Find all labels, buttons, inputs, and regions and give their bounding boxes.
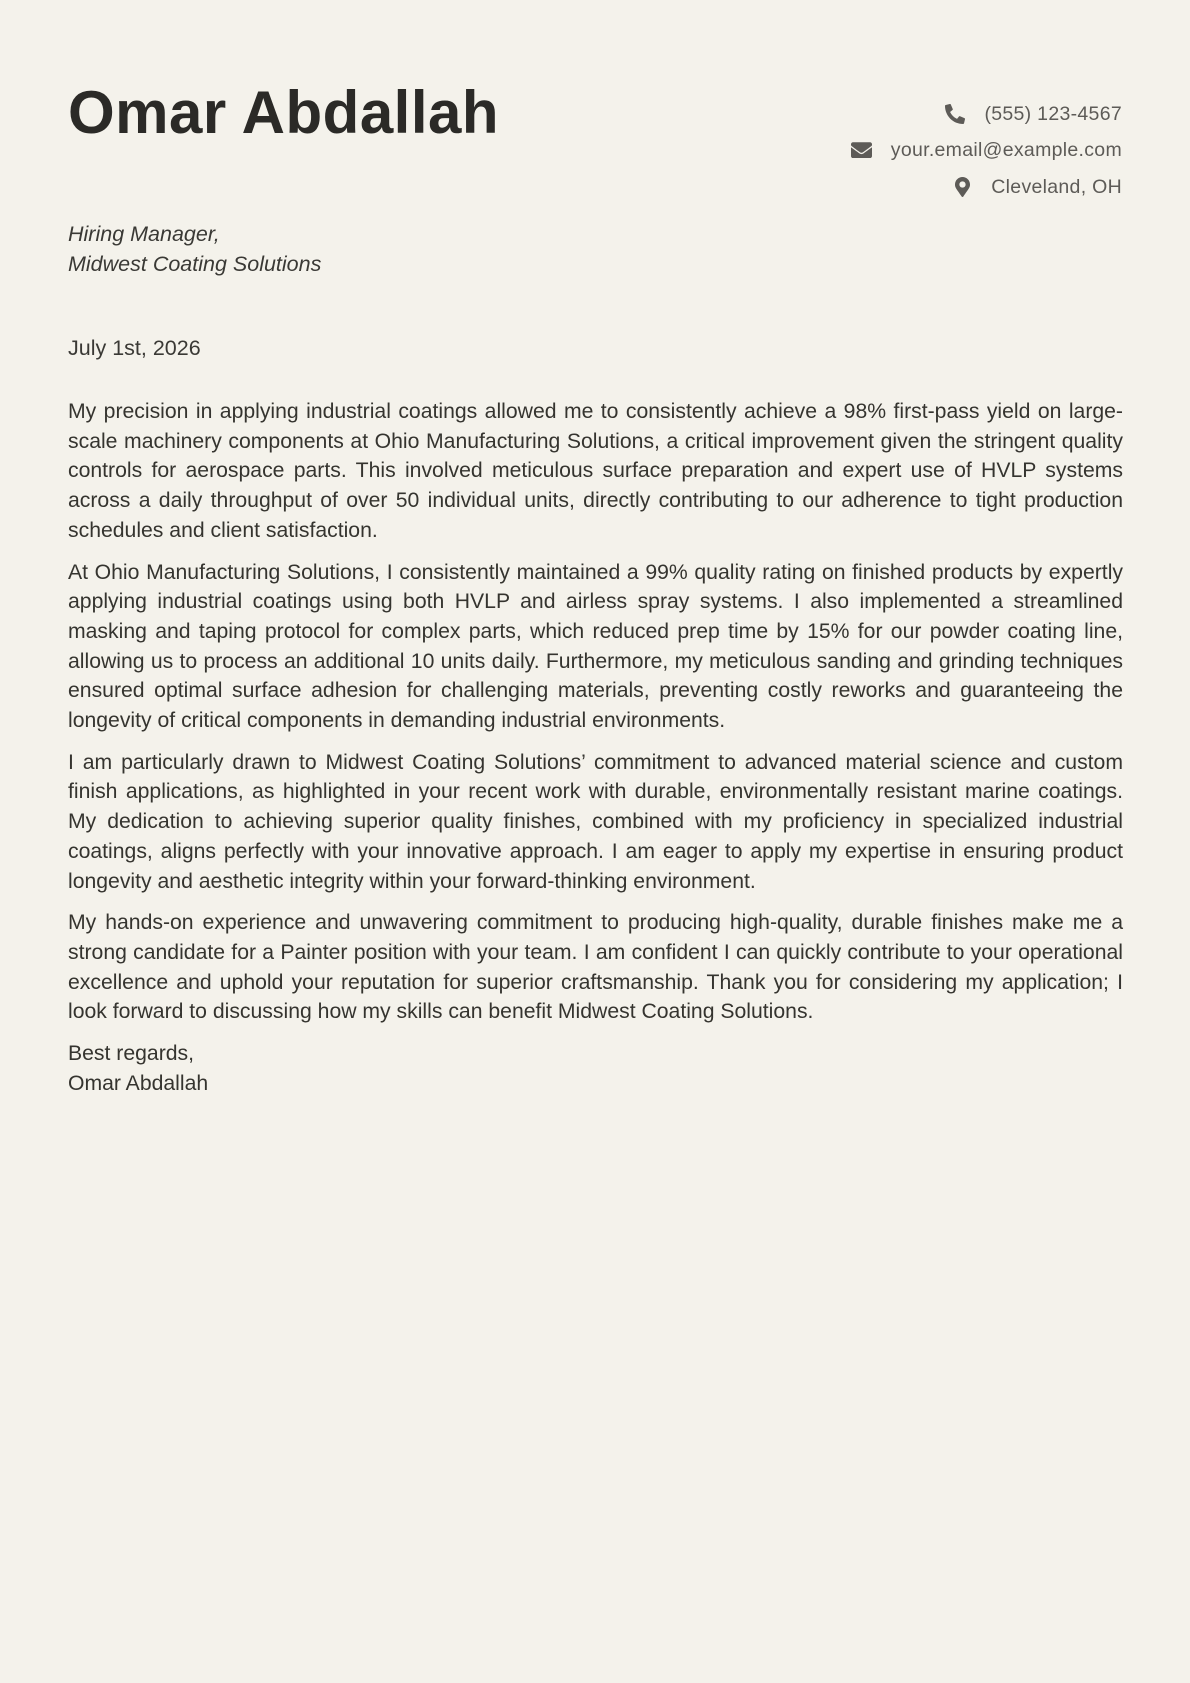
recipient-title: Hiring Manager, bbox=[68, 222, 220, 246]
applicant-name: Omar Abdallah bbox=[68, 79, 500, 146]
closing-signature: Omar Abdallah bbox=[68, 1071, 209, 1095]
envelope-icon bbox=[851, 140, 873, 162]
contact-info bbox=[851, 96, 1122, 206]
body-paragraph: I am particularly drawn to Midwest Coating Solutions’ commitment to advanced material science and custom finish applications, as highlighted in your recent work with durable, environmentally resistant marine coatings. My dedication to achieving superior quality finishes, combined with my proficiency in specialized industrial coatings, aligns perfectly with your innovative approach. I am eager to apply my expertise in ensuring product longevity and aesthetic integrity within your forward-thinking environment. bbox=[68, 750, 1123, 893]
body-paragraph: My precision in applying industrial coatings allowed me to consistently achieve a 98% first-pass yield on large-scale machinery components at Ohio Manufacturing Solutions, a critical improvement given the stringent quality controls for aerospace parts. This involved meticulous surface preparation and expert use of HVLP systems across a daily throughput of over 50 individual units, directly contributing to our adherence to tight production schedules and client satisfaction. bbox=[68, 400, 1123, 542]
letter-date: July 1st, 2026 bbox=[68, 336, 201, 360]
contact-email[interactable]: your.email@example.com bbox=[890, 139, 1122, 162]
map-marker-icon bbox=[951, 176, 973, 198]
closing-block bbox=[68, 1039, 1123, 1098]
phone-icon bbox=[944, 103, 966, 125]
contact-phone[interactable]: (555) 123-4567 bbox=[984, 102, 1122, 125]
letter-body bbox=[68, 397, 1123, 1098]
recipient-company: Midwest Coating Solutions bbox=[68, 251, 322, 276]
body-paragraph: My hands-on experience and unwavering commitment to producing high-quality, durable finishes make me a strong candidate for a Painter position with your team. I am confident I can quickly contribute to your operational excellence and uphold your reputation for superior craftsmanship. Thank you for considering my application; I look forward to discussing how my skills can benefit Midwest Coating Solutions. bbox=[68, 911, 1123, 1024]
letter-header bbox=[68, 0, 1122, 200]
recipient-block bbox=[68, 220, 321, 279]
contact-location-row bbox=[851, 169, 1122, 206]
contact-phone-row bbox=[851, 96, 1122, 133]
body-paragraph: At Ohio Manufacturing Solutions, I consistently maintained a 99% quality rating on finished products by expertly applying industrial coatings using both HVLP and airless spray systems. I also implemented a streamlined masking and taping protocol for complex parts, which reduced prep time by 15% for our powder coating line, allowing us to process an additional 10 units daily. Furthermore, my meticulous sanding and grinding techniques ensured optimal surface adhesion for challenging materials, preventing costly reworks and guaranteeing the longevity of critical components in demanding industrial environments. bbox=[68, 560, 1123, 733]
contact-email-row bbox=[851, 133, 1122, 170]
closing-salutation: Best regards, bbox=[68, 1042, 195, 1066]
contact-location: Cleveland, OH bbox=[991, 175, 1122, 198]
